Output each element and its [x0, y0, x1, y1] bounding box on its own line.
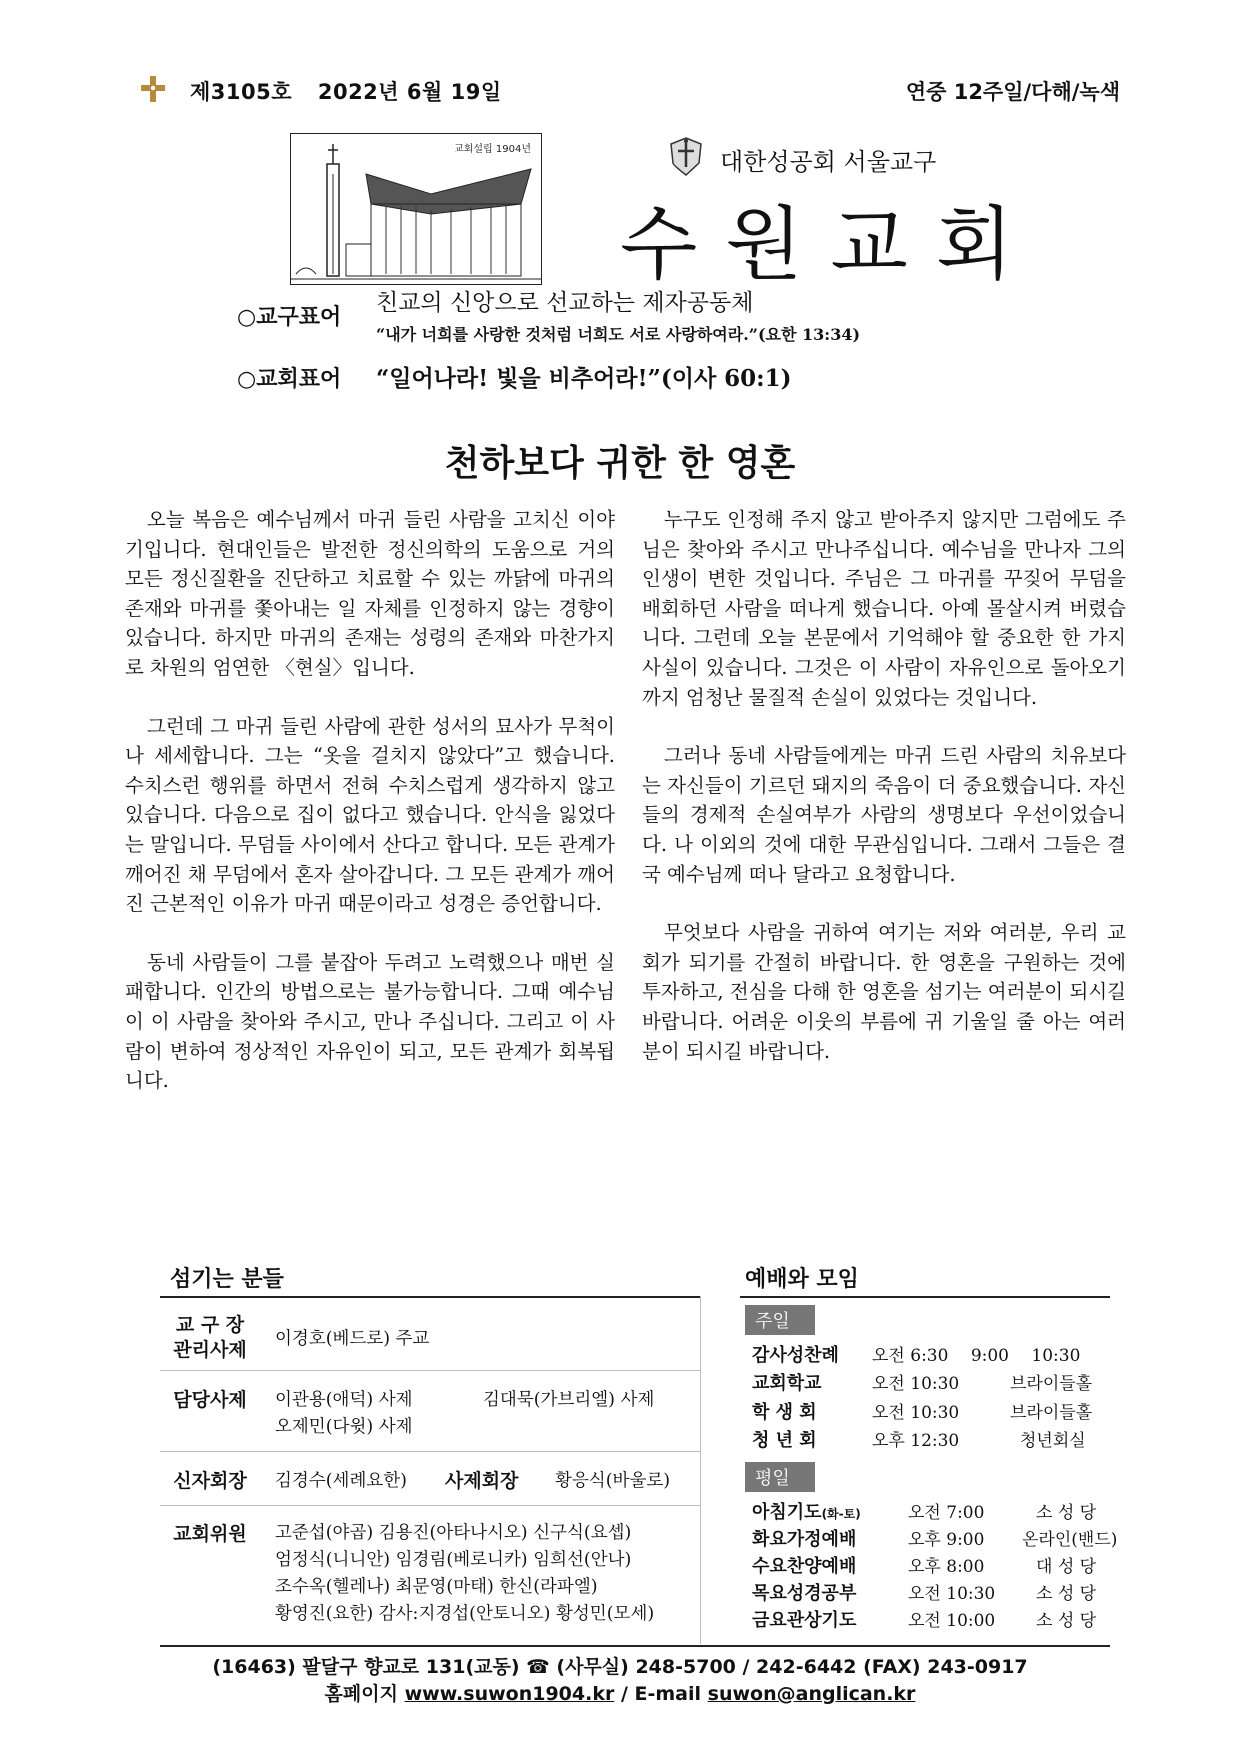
service-days: (화-토) [821, 1507, 861, 1521]
service-name-text: 아침기도 [752, 1502, 822, 1523]
service-name: 화요가정예배 [752, 1529, 857, 1550]
service-place: 온라인(밴드) [1022, 1530, 1118, 1550]
sermon-paragraph: 그러나 동네 사람들에게는 마귀 드린 사람의 치유보다는 자신들이 기르던 돼지의 죽음이 더 중요했습니다. 자신들의 경제적 손실여부가 사람의 생명보다 우선이었습니다. 나 이외의 것에 대한 무관심입니다. 그래서 그들은 결국 예수님께 떠나 달라고 요청합니다. [642, 744, 1126, 886]
email-link[interactable]: suwon@anglican.kr [707, 1683, 916, 1705]
service-name: 교회학교 [752, 1373, 822, 1394]
person-name: 이경호(베드로) 주교 [275, 1329, 430, 1349]
service-time: 오전 10:30 [872, 1374, 960, 1394]
services-divider [740, 1296, 1110, 1298]
service-name: 금요관상기도 [752, 1610, 857, 1631]
service-place: 브라이들홀 [1010, 1403, 1093, 1423]
church-motto-label: ○교회표어 [237, 367, 342, 392]
footer-address: (16463) 팔달구 향교로 131(교동) ☎ (사무실) 248-5700 / 242-6442 (FAX) 243-0917 [212, 1656, 1028, 1678]
service-name: 감사성찬례 [752, 1345, 839, 1366]
service-name: 학 생 회 [752, 1402, 817, 1423]
service-place: 청년회실 [1020, 1431, 1086, 1451]
diocese-seal-icon [665, 135, 707, 177]
person-name: 엄정식(니니안) 임경림(베로니카) 임희선(안나) [275, 1550, 632, 1570]
row-divider [160, 1505, 700, 1506]
person-name: 조수옥(헬레나) 최문영(마태) 한신(라파엘) [275, 1577, 598, 1597]
email-label: / E-mail [620, 1683, 702, 1705]
church-drawing [291, 134, 541, 284]
diocese-name: 대한성공회 서울교구 [720, 148, 937, 176]
weekday-tag: 평일 [745, 1462, 815, 1492]
sermon-paragraph: 그런데 그 마귀 들린 사람에 관한 성서의 묘사가 무척이나 세세합니다. 그는 “옷을 걸치지 않았다”고 했습니다. 수치스런 행위를 하면서 전혀 수치스럽게 생각하지 않고 있습니다. 다음으로 집이 없다고 했습니다. 안식을 잃었다는 말입니다. 무덤들 사이에서 산다고 합니다. 모든 관계가 깨어진 채 무덤에서 혼자 살아갑니다. 그 모든 관계가 깨어진 근본적인 이유가 마귀 때문이라고 성경은 증언합니다. [125, 714, 615, 916]
row-divider [160, 1370, 700, 1371]
sermon-paragraph: 오늘 복음은 예수님께서 마귀 들린 사람을 고치신 이야기입니다. 현대인들은 발전한 정신의학의 도움으로 거의 모든 정신질환을 진단하고 치료할 수 있는 까닭에 마귀의 존재와 마귀를 쫓아내는 일 자체를 인정하지 않는 경향이 있습니다. 하지만 마귀의 존재는 성령의 존재와 마찬가지로 차원의 엄연한 〈현실〉입니다. [125, 508, 615, 679]
services-title: 예배와 모임 [745, 1267, 859, 1292]
cross-icon [138, 74, 168, 104]
sermon-column-right [642, 505, 1126, 1095]
diocese-motto: 친교의 신앙으로 선교하는 제자공동체 [376, 290, 754, 316]
service-time: 오후 9:00 [908, 1530, 985, 1550]
person-name: 오제민(다윗) 사제 [275, 1417, 413, 1437]
service-name: 수요찬양예배 [752, 1556, 857, 1577]
sermon-column-left [125, 505, 615, 1125]
servers-title: 섬기는 분들 [170, 1267, 284, 1292]
liturgical-season: 연중 12주일/다해/녹색 [905, 80, 1120, 104]
church-motto: “일어나라! 빛을 비추어라!”(이사 60:1) [376, 365, 792, 392]
role-label: 교 구 장 [175, 1314, 245, 1336]
sermon-paragraph: 누구도 인정해 주지 않고 받아주지 않지만 그럼에도 주님은 찾아와 주시고 만나주십니다. 예수님을 만나자 그의 인생이 변한 것입니다. 주님은 그 마귀를 꾸짖어 무덤을 배회하던 사람을 떠나게 했습니다. 아예 몰살시켜 버렸습니다. 그런데 오늘 본문에서 기억해야 할 중요한 한 가지 사실이 있습니다. 그것은 이 사람이 자유인으로 돌아오기까지 엄청난 물질적 손실이 있었다는 것입니다. [642, 508, 1126, 709]
service-place: 소 성 당 [1036, 1503, 1097, 1523]
role-priest-chair: 사제회장 [445, 1470, 519, 1492]
founded-text: 교회설립 1904년 [454, 144, 531, 155]
service-time: 오전 6:30 9:00 10:30 [872, 1346, 1081, 1366]
sermon-paragraph: 무엇보다 사람을 귀하여 여기는 저와 여러분, 우리 교회가 되기를 간절히 바랍니다. 한 영혼을 구원하는 것에 투자하고, 전심을 다해 한 영혼을 섬기는 여러분이 되시길 바랍니다. 어려운 이웃의 부름에 귀 기울일 줄 아는 여러분이 되시길 바랍니다. [642, 921, 1126, 1063]
diocese-motto-label: ○교구표어 [237, 305, 342, 330]
row-divider [160, 1451, 700, 1452]
service-time: 오전 7:00 [908, 1503, 985, 1523]
service-name: 목요성경공부 [752, 1583, 857, 1604]
servers-divider [160, 1296, 700, 1298]
person-name: 황영진(요한) 감사:지경섭(안토니오) 황성민(모세) [275, 1604, 655, 1624]
issue-number: 제3105호 [190, 80, 293, 104]
diocese-verse: “내가 너희를 사랑한 것처럼 너희도 서로 사랑하여라.”(요한 13:34) [376, 325, 861, 344]
person-name: 이관용(애덕) 사제 [275, 1390, 413, 1410]
role-label: 관리사제 [173, 1339, 247, 1361]
sermon-title: 천하보다 귀한 한 영혼 [444, 443, 796, 484]
role-bishop [160, 1313, 260, 1363]
service-place: 브라이들홀 [1010, 1374, 1093, 1394]
service-time: 오전 10:00 [908, 1611, 996, 1631]
person-name: 고준섭(야곱) 김용진(아타나시오) 신구식(요셉) [275, 1523, 632, 1543]
church-illustration [290, 133, 542, 285]
issue-info [190, 76, 502, 106]
service-place: 소 성 당 [1036, 1584, 1097, 1604]
service-place: 소 성 당 [1036, 1611, 1097, 1631]
footer-contact [0, 1679, 1240, 1706]
role-committee: 교회위원 [173, 1523, 247, 1545]
service-place: 대 성 당 [1036, 1557, 1097, 1577]
issue-date: 2022년 6월 19일 [317, 80, 502, 104]
homepage-label: 홈페이지 [324, 1683, 398, 1705]
homepage-link[interactable]: www.suwon1904.kr [404, 1683, 615, 1705]
person-name: 김대묵(가브리엘) 사제 [483, 1390, 655, 1410]
service-name [752, 1498, 861, 1524]
sermon-paragraph: 동네 사람들이 그를 붙잡아 두려고 노력했으나 매번 실패합니다. 인간의 방법으로는 불가능합니다. 그때 예수님이 이 사람을 찾아와 주시고, 만나 주십니다. 그리고 이 사람이 변하여 정상적인 자유인이 되고, 모든 관계가 회복됩니다. [125, 950, 615, 1093]
service-time: 오전 10:30 [872, 1403, 960, 1423]
service-time: 오후 12:30 [872, 1431, 960, 1451]
section-divider [700, 1296, 701, 1644]
service-name: 청 년 회 [752, 1430, 817, 1451]
person-name: 황응식(바울로) [555, 1471, 671, 1491]
footer-divider [160, 1645, 1110, 1647]
church-name: 수원교회 [620, 198, 1042, 291]
sunday-tag: 주일 [745, 1305, 815, 1335]
service-time: 오후 8:00 [908, 1557, 985, 1577]
person-name: 김경수(세례요한) [275, 1471, 407, 1491]
role-priests: 담당사제 [173, 1389, 247, 1411]
role-lay-chair: 신자회장 [173, 1470, 247, 1492]
service-time: 오전 10:30 [908, 1584, 996, 1604]
